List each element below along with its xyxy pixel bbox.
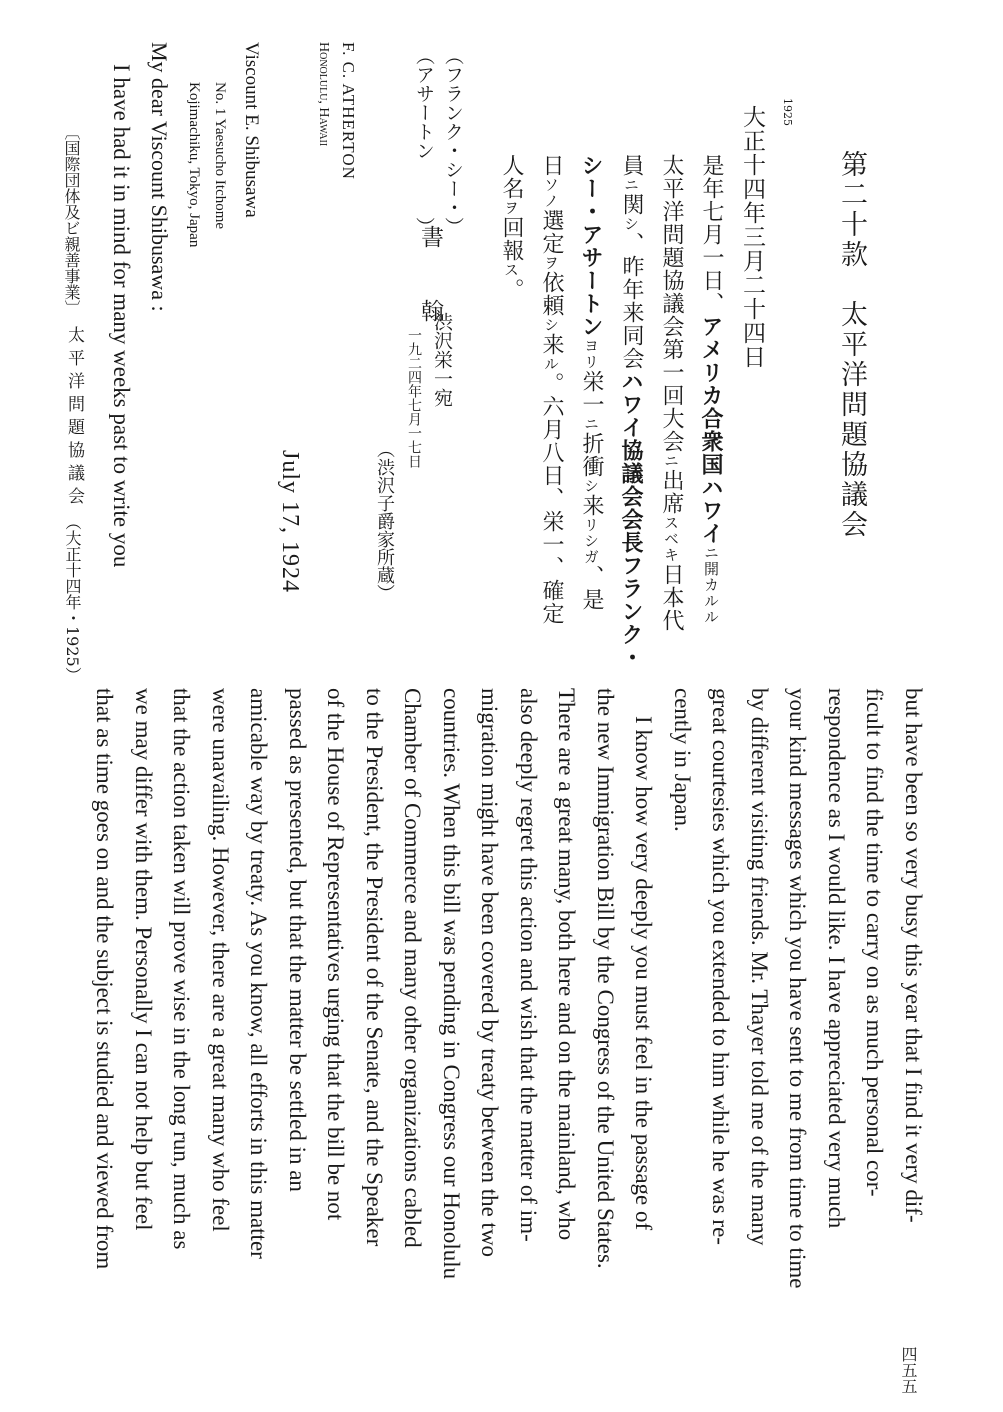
entry-line-2: 太平洋問題協議会第一回大会ニ出席スベキ日本代 <box>659 154 684 632</box>
body-line: your kind messages which you have sent to me from time to time <box>785 688 810 1289</box>
entry-line-6: 人名ヲ回報ス。 <box>499 154 524 301</box>
body-line: great courtesies which you extended to him while he was re- <box>708 688 733 1245</box>
body-line: that as time goes on and the subject is studied and viewed from <box>92 688 117 1270</box>
entry-line-4: シー・アサートンヨリ栄一ニ折衝シ来リシガ、是 <box>578 154 604 611</box>
footer-running-title: 太平洋問題協議会 <box>64 326 84 510</box>
entry-line-5: 日ソノ選定ヲ依頼シ来ル。六月八日、栄一、確定 <box>539 154 564 625</box>
body-line: by different visiting friends. Mr. Thayer told me of the many <box>747 688 772 1246</box>
entry-date: 大正十四年三月二十四日 <box>739 105 765 369</box>
body-line: to the President, the President of the Senate, and the Speaker <box>362 688 387 1247</box>
body-line: amicable way by treaty. As you know, all efforts in this matter <box>246 688 271 1259</box>
body-line: ficult to find the time to carry on as much personal cor- <box>862 688 887 1197</box>
sender-name-line-2: （アサートン ） <box>413 46 435 236</box>
body-line: countries. When this bill was pending in Congress our Honolulu <box>439 688 464 1280</box>
year-annotation: 1925 <box>781 98 794 126</box>
footer-category: 〔国際団体及ビ親善事業〕 <box>62 124 81 316</box>
recipient-address-2: Kojimachiku, Tokyo, Japan <box>186 82 202 248</box>
recipient-name: Viscount E. Shibusawa <box>241 42 262 218</box>
section-title: 第二十款 太平洋問題協議会 <box>836 150 867 540</box>
entry-line-1: 是年七月一日、アメリカ合衆国ハワイニ開カルル <box>698 154 724 625</box>
body-line: There are a great many, both here and on the mainland, who <box>554 688 579 1241</box>
body-line: that the action taken will prove wise in the long run, much as <box>169 688 194 1250</box>
body-line: were unavailing. However, there are a great many who feel <box>208 688 233 1232</box>
body-line: Chamber of Commerce and many other organizations cabled <box>400 688 425 1248</box>
sender-name-line-1: （フランク・シー・） <box>442 46 464 236</box>
letterhead-name: F. C. ATHERTON <box>339 42 358 180</box>
footer-era: （大正十四年・1925） <box>63 514 82 683</box>
body-line: but have been so very busy this year that I find it very dif- <box>901 688 926 1223</box>
addressee: 渋沢栄一宛 <box>431 312 453 407</box>
letter-date-japanese: 一九二四年七月一七日 <box>406 328 422 468</box>
body-line: of the House of Representatives urging that the bill be not <box>323 688 348 1221</box>
body-line: cently in Japan. <box>670 688 695 832</box>
body-first-line: I have had it in mind for many weeks past to write you <box>109 64 134 568</box>
salutation: My dear Viscount Shibusawa : <box>147 42 172 312</box>
body-line: passed as presented, but that the matter be settled in an <box>285 688 310 1192</box>
body-line: also deeply regret this action and wish that the matter of im- <box>516 688 541 1242</box>
document-type: 書 翰 <box>417 225 443 336</box>
page-number: 四五五 <box>899 1346 918 1394</box>
body-line: migration might have been covered by treaty between the two <box>477 688 502 1258</box>
body-line: the new Immigration Bill by the Congress of the United States. <box>593 688 618 1269</box>
letterhead-place: Honolulu, Hawaii <box>316 42 331 147</box>
recipient-address-1: No. 1 Yaesucho Itchome <box>212 82 228 230</box>
body-line: respondence as I would like. I have appreciated very much <box>824 688 849 1229</box>
body-line: we may differ with them. Personally I can not help but feel <box>131 688 156 1231</box>
archive-source: （渋沢子爵家所蔵） <box>374 440 395 602</box>
letter-date: July 17, 1924 <box>277 450 303 594</box>
entry-line-3: 員ニ関シ、昨年来同会ハワイ協議会会長フランク・ <box>618 154 644 669</box>
body-line: I know how very deeply you must feel in the passage of <box>631 716 656 1231</box>
